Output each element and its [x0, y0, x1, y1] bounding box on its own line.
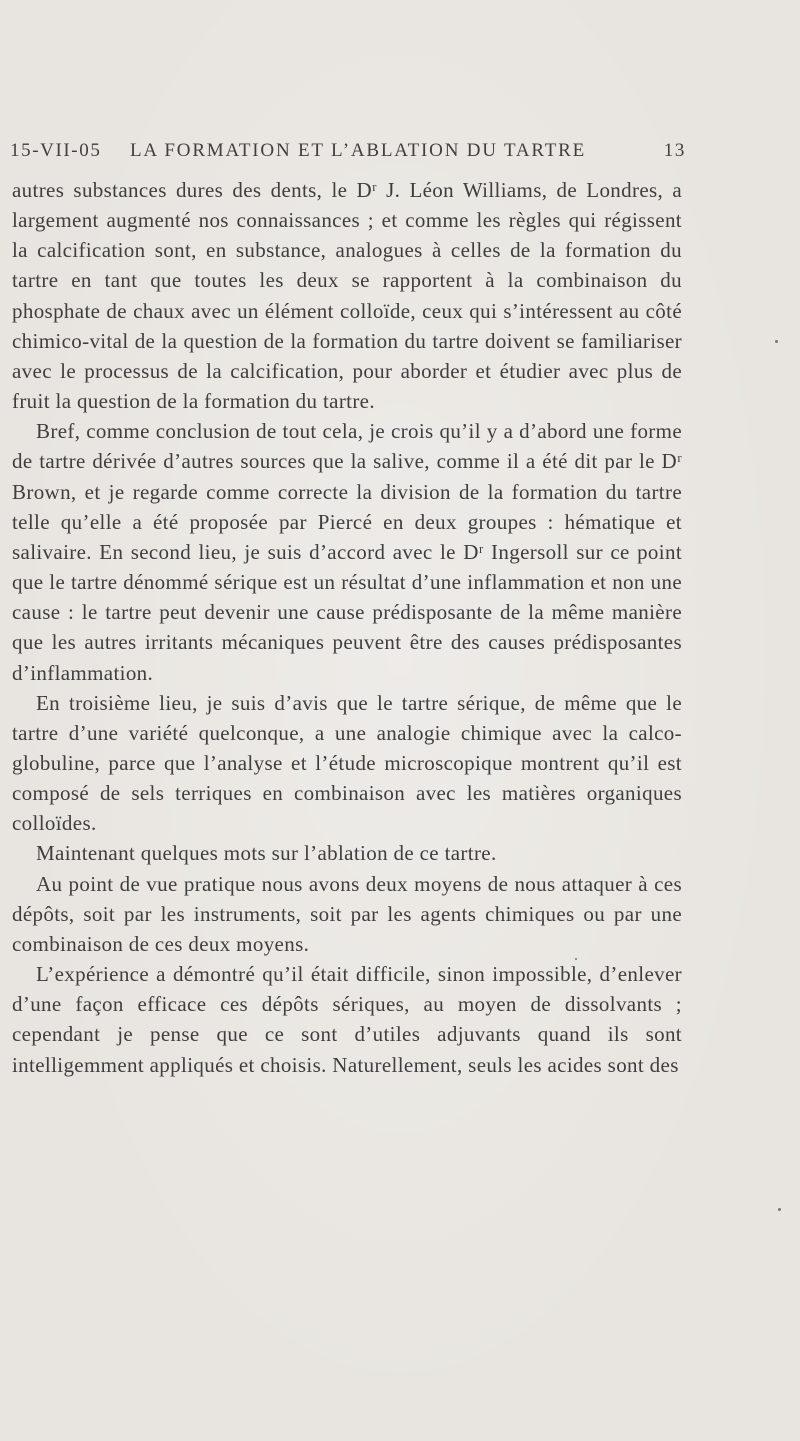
paper-speck: [775, 340, 778, 343]
paragraph-ablation-intro: Maintenant quelques mots sur l’ablation de ce tartre.: [36, 841, 497, 866]
paragraph-continued: autres substances dures des dents, le Dʳ J. Léon Williams, de Londres, a largement augmenté nos connaissances ; et comme les règles qui régissent la calcification sont, en substance, analogues à celles de la formation du tartre en tant que toutes les deux se rapportent à la combinaison du phosphate de chaux avec un élément colloïde, ceux qui s’intéressent au côté chimico-vital de la question de la formation du tartre doivent se familiariser avec le processus de la calcification, pour aborder et étudier avec plus de fruit la question de la formation du tartre.: [12, 178, 682, 414]
paper-speck: [575, 958, 577, 960]
paragraph-experience: L’expérience a démontré qu’il était difficile, sinon impossible, d’enlever d’une façon efficace ces dépôts sériques, au moyen de dissolvants ; cependant je pense que ce sont d’utiles adjuvants quand ils sont intelligemment appliqués et choisis. Naturellement, seuls les acides sont des: [12, 962, 682, 1077]
paragraph-third-point: En troisième lieu, je suis d’avis que le tartre sérique, de même que le tartre d’une variété quelconque, a une analogie chimique avec la calco-globuline, parce que l’analyse et l’étude microscopique montrent qu’il est composé de sels terriques en combinaison avec les matières organiques colloïdes.: [12, 690, 682, 836]
running-head-date: 15-VII-05: [10, 140, 102, 161]
body-text: [12, 175, 682, 1080]
paragraph-practical: Au point de vue pratique nous avons deux moyens de nous attaquer à ces dépôts, soit par les instruments, soit par les agents chimiques ou par une combinaison de ces deux moyens.: [12, 871, 682, 956]
page-number: 13: [663, 140, 686, 161]
running-head-title: LA FORMATION ET L’ABLATION DU TARTRE: [130, 140, 587, 161]
running-head: [10, 140, 686, 174]
paper-speck: [778, 1208, 781, 1211]
paragraph-conclusion: Bref, comme conclusion de tout cela, je crois qu’il y a d’abord une forme de tartre dérivée d’autres sources que la salive, comme il a été dit par le Dʳ Brown, et je regarde comme correcte la division de la formation du tartre telle qu’elle a été proposée par Piercé en deux groupes : hématique et salivaire. En second lieu, je suis d’accord avec le Dʳ Ingersoll sur ce point que le tartre dénommé sérique est un résultat d’une inflammation et non une cause : le tartre peut devenir une cause prédisposante de la même manière que les autres irritants mécaniques peuvent être des causes prédisposantes d’inflammation.: [12, 419, 682, 685]
